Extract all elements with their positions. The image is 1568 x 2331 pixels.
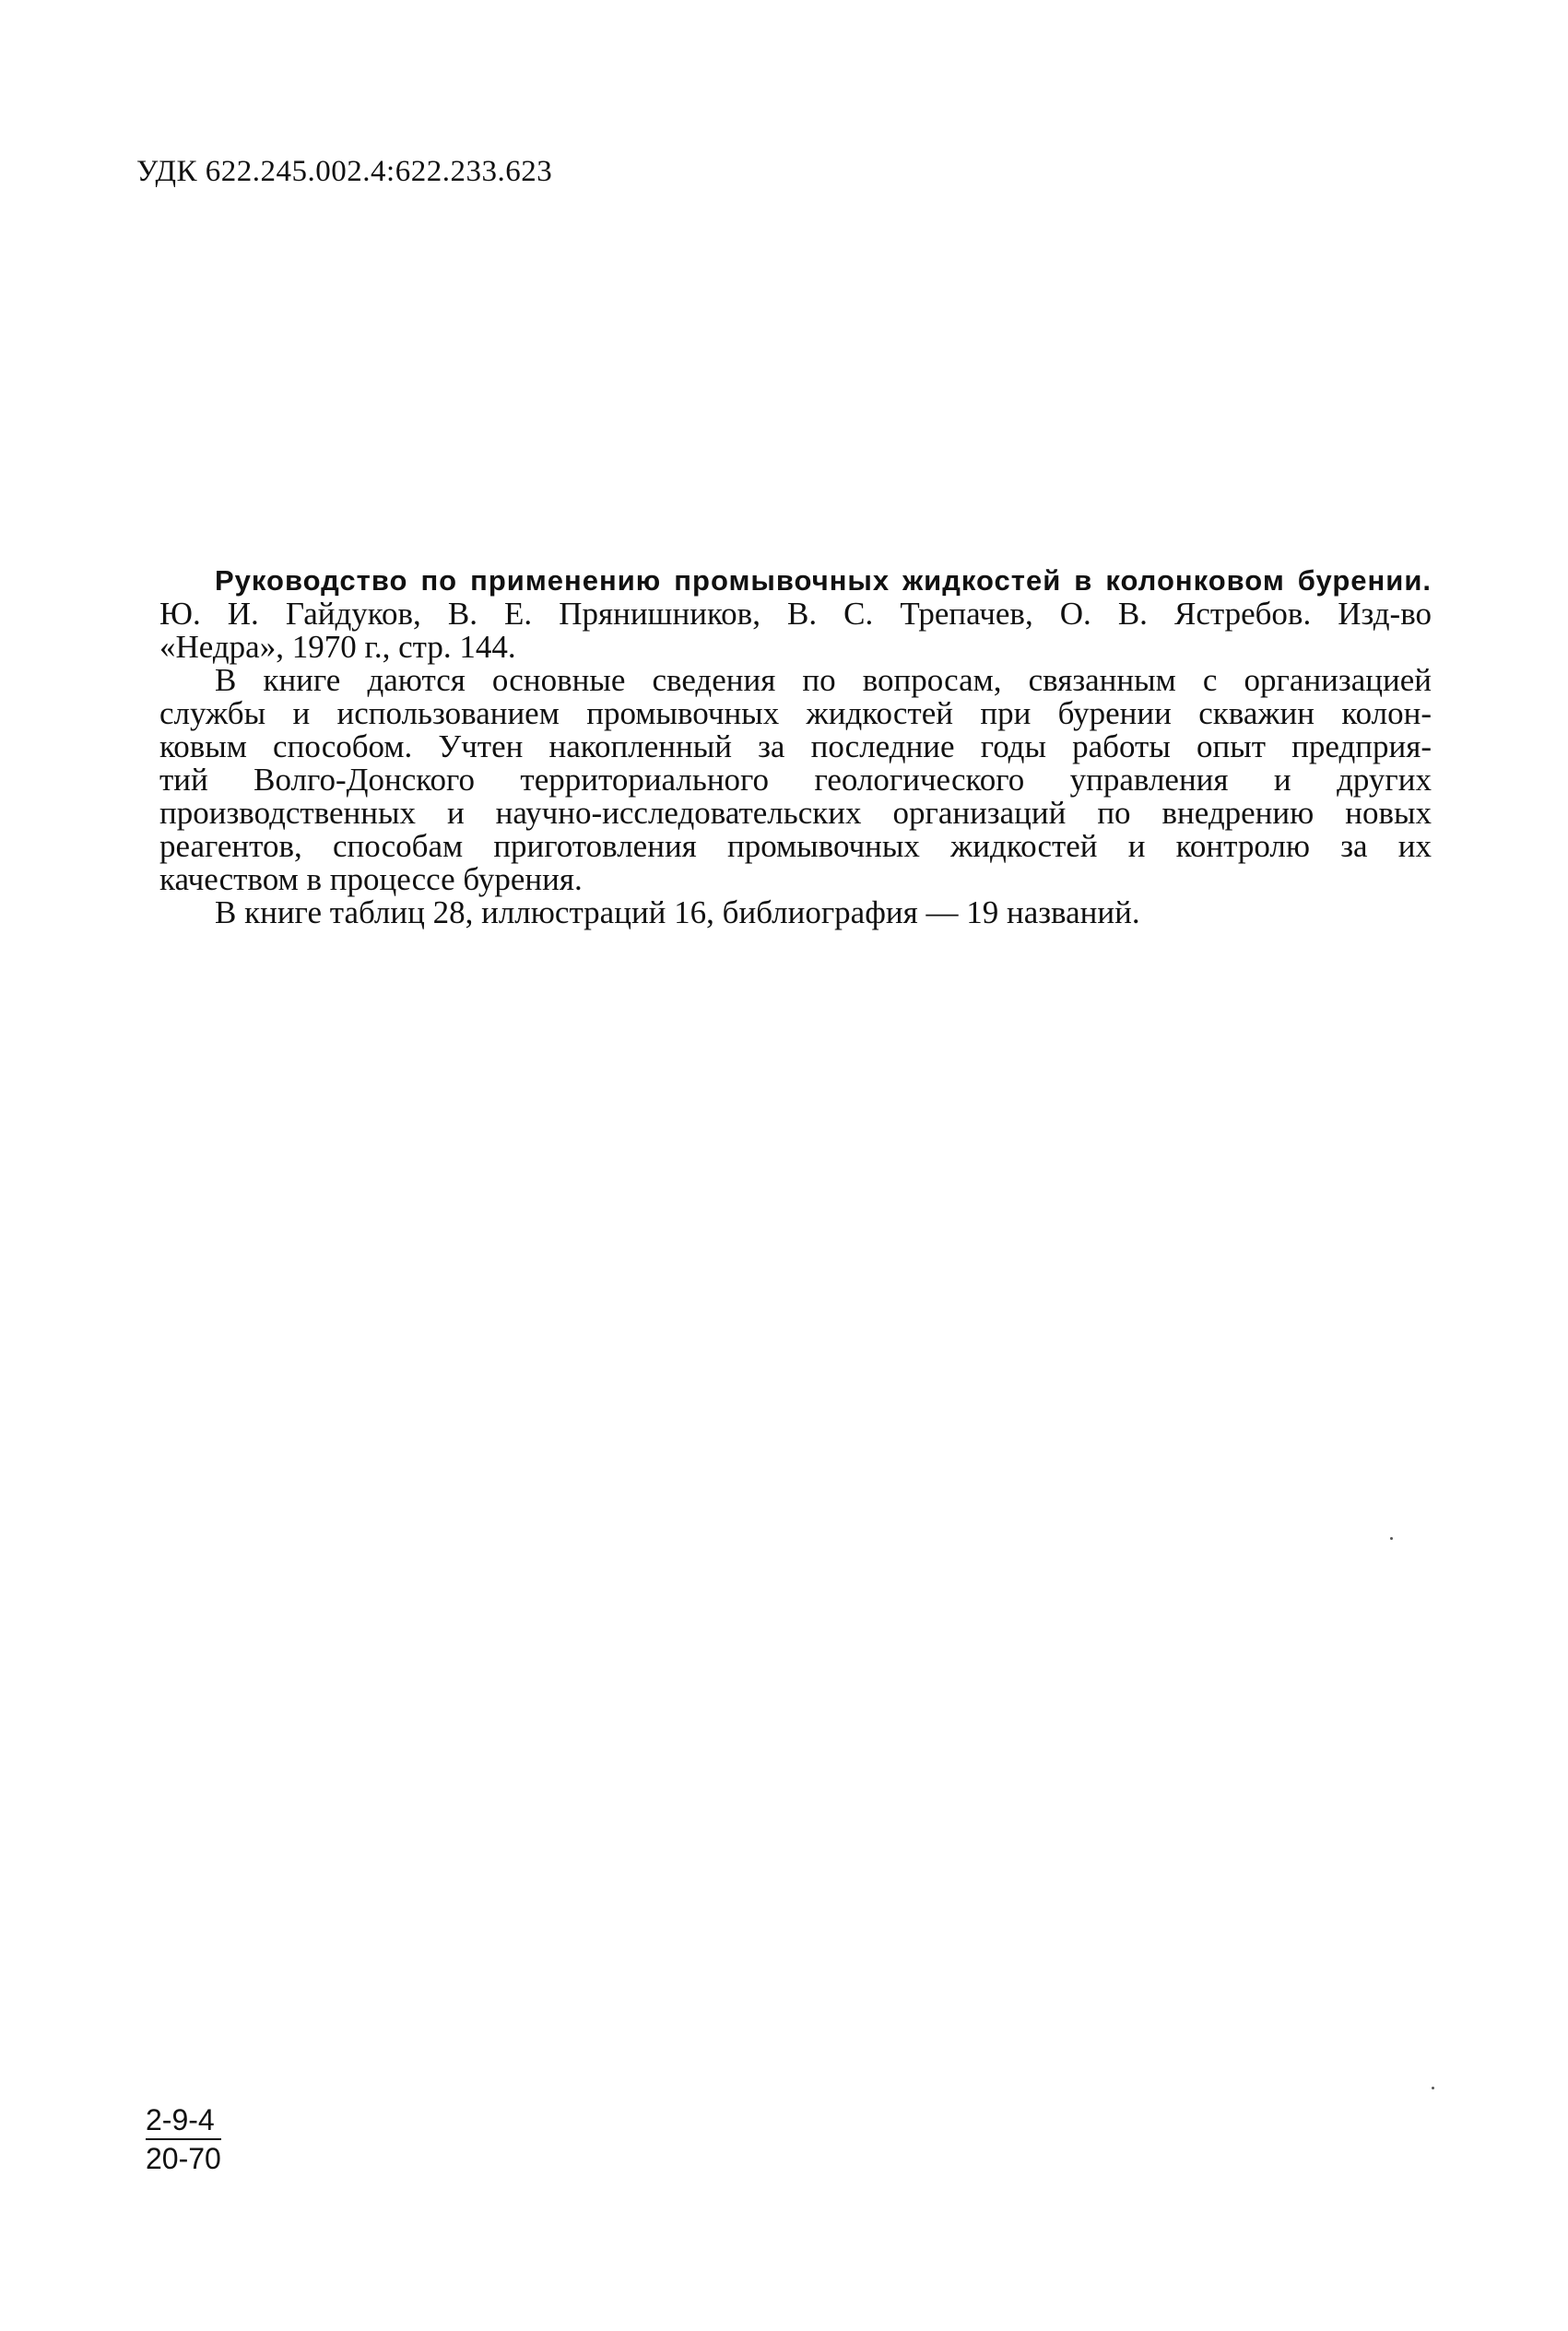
annotation-line: ковым способом. Учтен накопленный за последние годы работы опыт предприя- — [159, 728, 1432, 764]
scan-speck — [1390, 1537, 1393, 1540]
annotation-line: реагентов, способам приготовления промывочных жидкостей и контролю за их — [159, 828, 1432, 864]
udc-code: УДК 622.245.002.4:622.233.623 — [136, 155, 553, 188]
annotation-line: производственных и научно-исследовательских организаций по внедрению новых — [159, 795, 1432, 831]
annotation-line: В книге даются основные сведения по вопросам, связанным с организацией — [215, 662, 1432, 698]
abstract — [159, 564, 1432, 930]
annotation-line: качеством в процессе бурения. — [159, 861, 583, 897]
book-summary: В книге таблиц 28, иллюстраций 16, библиография — 19 названий. — [215, 894, 1140, 930]
annotation-line: тий Волго-Донского территориального геологического управления и других — [159, 762, 1432, 798]
catalog-code — [146, 2105, 221, 2173]
book-title: Руководство по применению промывочных жидкостей в колонковом бурении. — [215, 564, 1432, 597]
scan-speck — [1432, 2087, 1434, 2089]
citation-publisher: «Недра», 1970 г., стр. 144. — [159, 629, 516, 665]
catalog-code-bottom: 20-70 — [146, 2142, 221, 2175]
catalog-code-top: 2-9-4 — [146, 2105, 221, 2140]
annotation-line: службы и использованием промывочных жидкостей при бурении скважин колон- — [159, 695, 1432, 731]
citation-authors: Ю. И. Гайдуков, В. Е. Прянишников, В. С. Трепачев, О. В. Ястребов. Изд-во — [159, 596, 1432, 632]
